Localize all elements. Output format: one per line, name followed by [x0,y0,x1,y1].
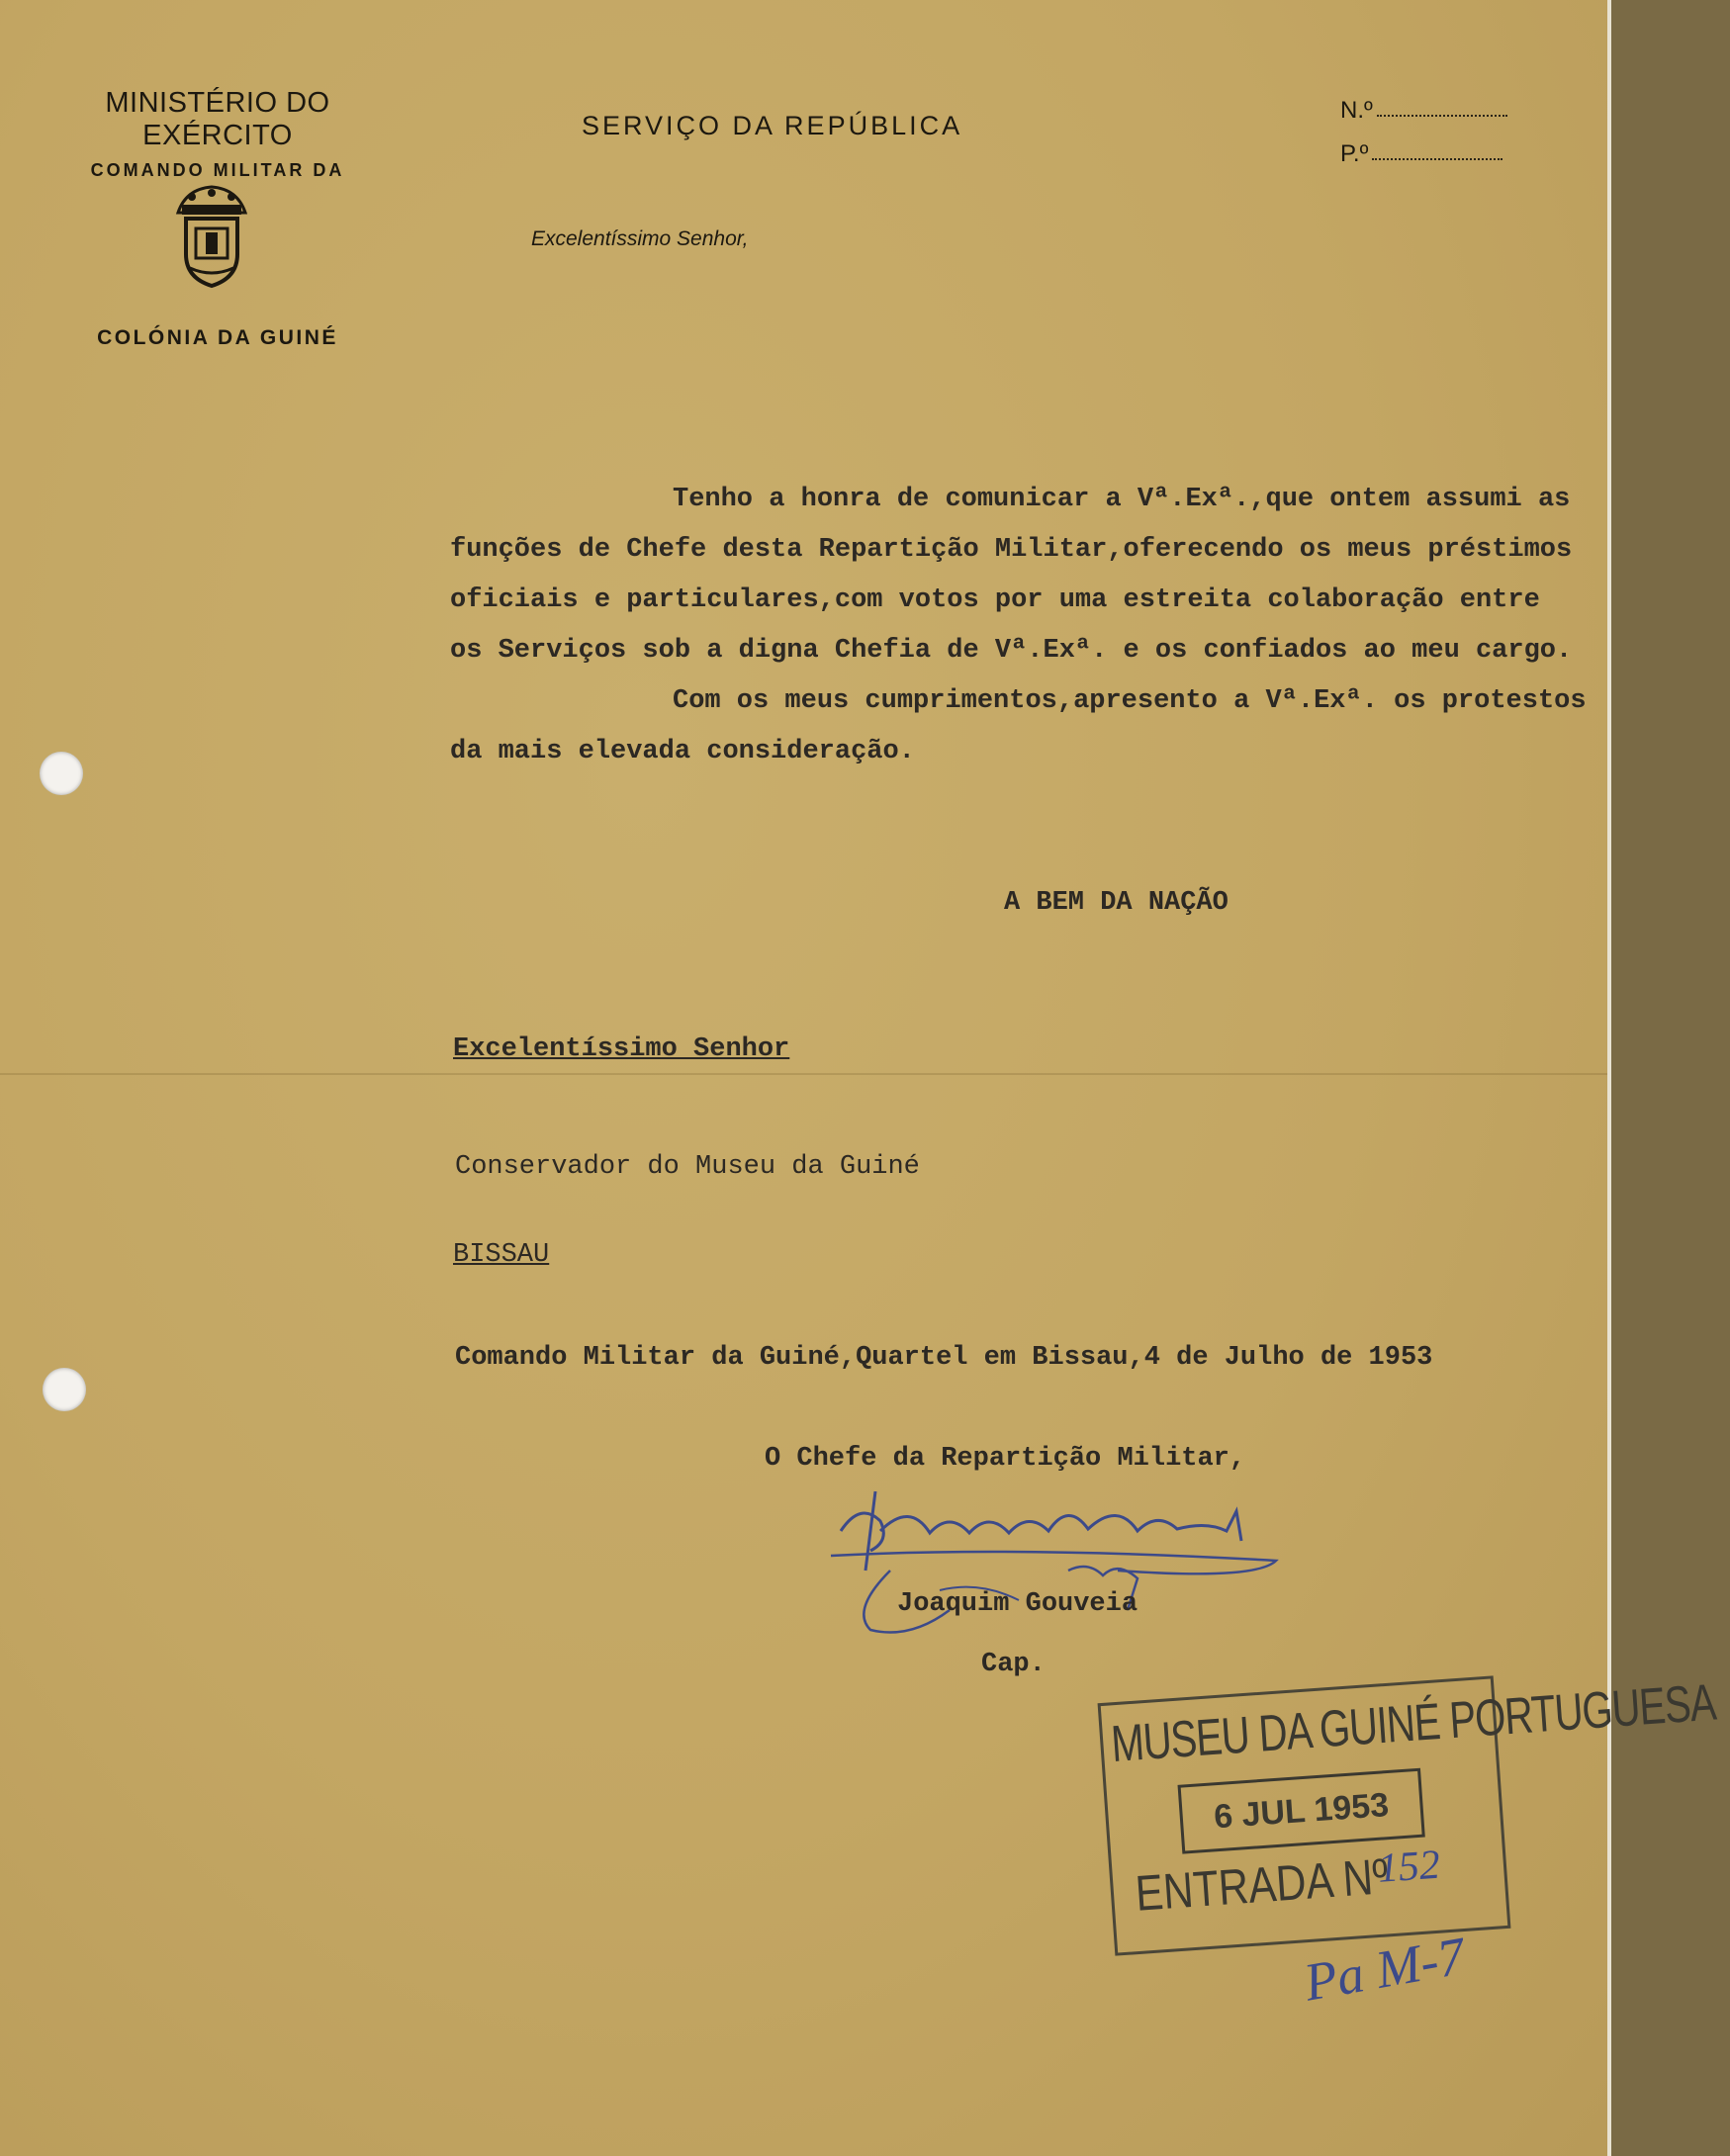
addressee-city: BISSAU [453,1240,550,1270]
punch-hole [43,1368,86,1411]
ministry-name: MINISTÉRIO DO EXÉRCITO [105,87,330,151]
signatory-rank: Cap. [981,1650,1046,1679]
letter-body [450,475,1588,777]
service-heading: SERVIÇO DA REPÚBLICA [582,111,963,140]
body-paragraph: Com os meus cumprimentos,apresento a Vª.Exª. os protestos da mais elevada consideração. [450,686,1587,766]
fold-line [0,1073,1607,1075]
addressee-role: Conservador do Museu da Guiné [455,1152,920,1182]
process-field [1340,125,1507,168]
museum-entry-stamp [1098,1674,1718,1955]
stamp-entry-label: ENTRADA Nº [1134,1847,1391,1922]
process-blank [1372,158,1502,160]
handwritten-annotation: Pa M-7 [1300,1926,1470,2013]
number-label: N.º [1340,97,1373,124]
letterhead-left [40,87,396,181]
punch-hole [40,752,83,795]
stamp-date: 6 JUL 1953 [1178,1768,1425,1854]
signatory-name: Joaquim Gouveia [897,1589,1138,1619]
salutation: Excelentíssimo Senhor, [531,227,749,250]
signatory-position: O Chefe da Repartição Militar, [765,1444,1246,1474]
motto: A BEM DA NAÇÃO [1004,888,1229,918]
body-paragraph: Tenho a honra de comunicar a Vª.Exª.,que ontem assumi as funções de Chefe desta Repartição Militar,oferecendo os meus préstimos oficiais e particulares,com votos por uma estreita colaboração entre os Serviços sob a digna Chefia de Vª.Exª. e os confiados ao meu cargo. [450,485,1573,666]
number-blank [1377,115,1507,117]
stamp-institution: MUSEU DA GUINÉ PORTUGUESA [1109,1674,1718,1773]
process-label: P.º [1340,140,1369,167]
handwritten-signature [821,1462,1296,1660]
coat-of-arms-icon [166,183,257,292]
reference-fields [1340,81,1507,168]
stamp-entry-number: 152 [1376,1842,1442,1892]
number-field [1340,81,1507,125]
place-and-date: Comando Militar da Guiné,Quartel em Bissau,4 de Julho de 1953 [455,1343,1433,1373]
addressee-title: Excelentíssimo Senhor [453,1034,790,1064]
colony-name: COLÓNIA DA GUINÉ [97,326,338,349]
command-name: COMANDO MILITAR DA [90,160,345,180]
